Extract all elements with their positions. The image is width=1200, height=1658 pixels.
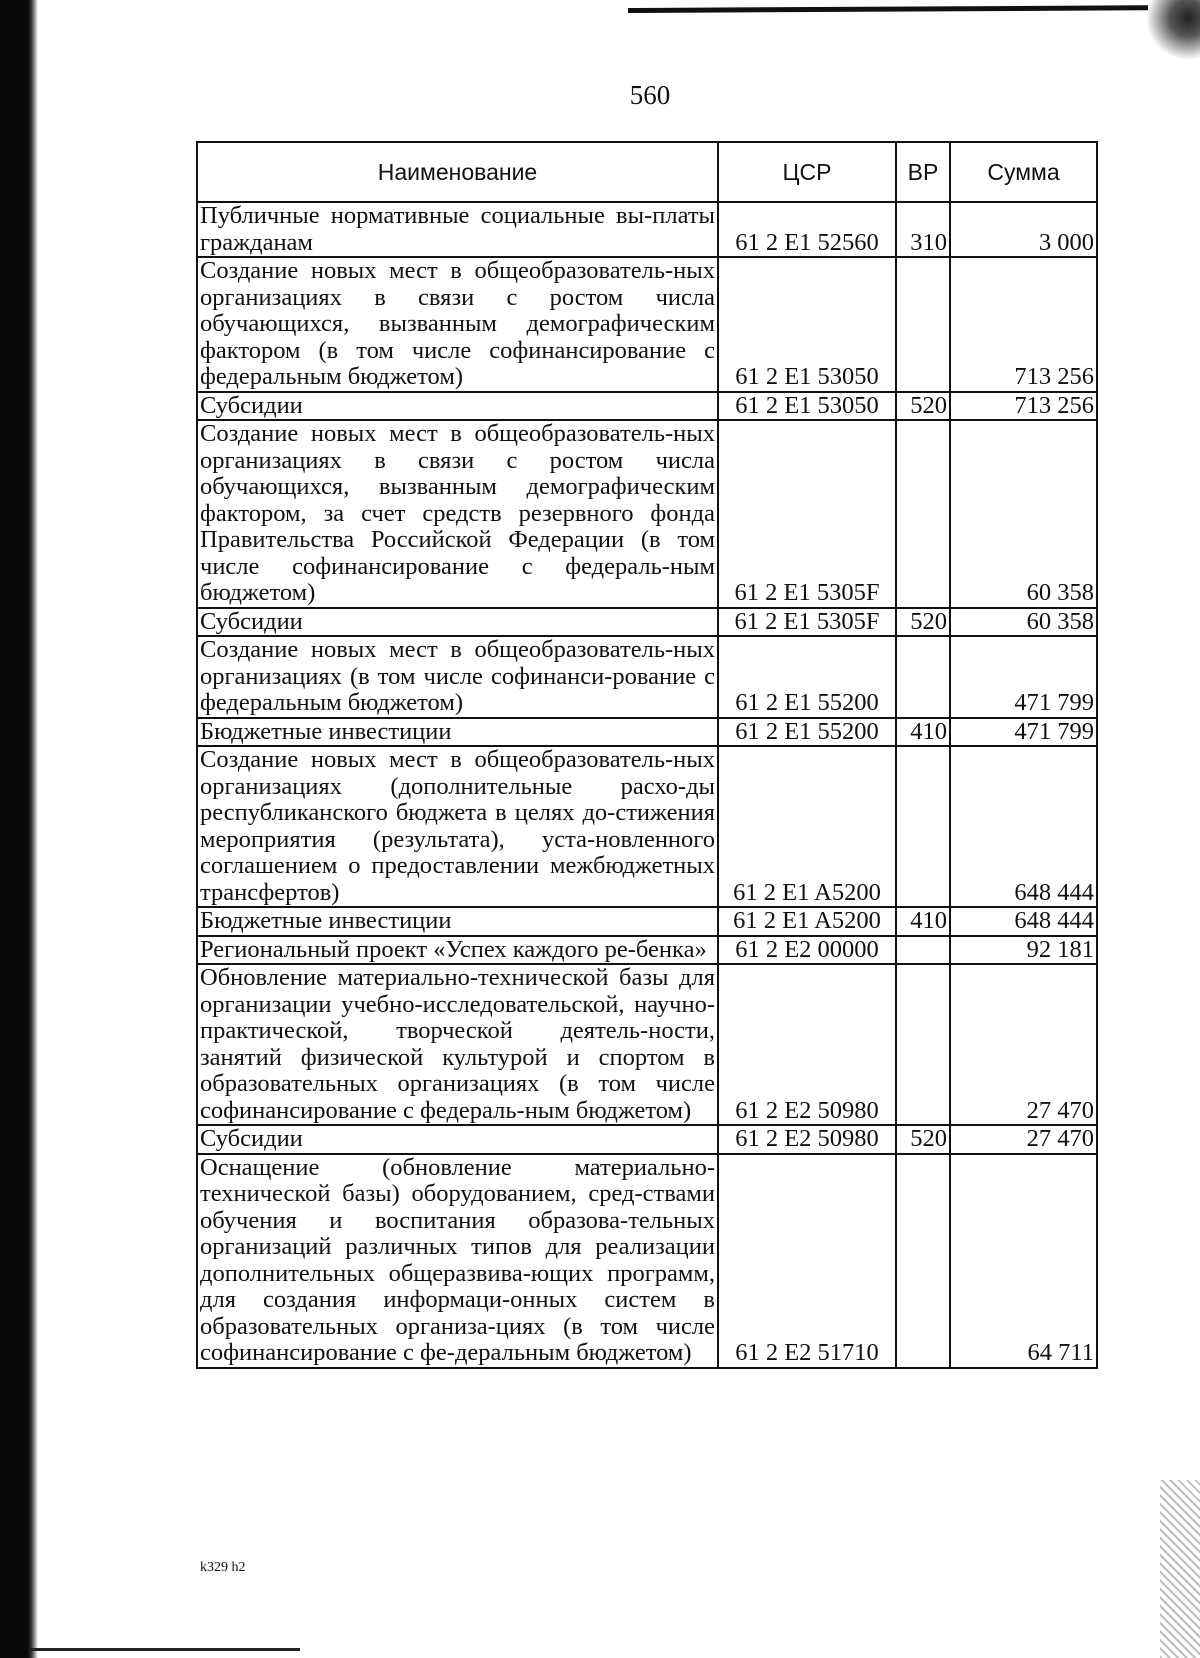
table-row: [197, 936, 1097, 965]
cell-name: Создание новых мест в общеобразователь-ных организациях в связи с ростом числа обучающихся, вызванным демографическим фактором, за счет средств резервного фонда Правительства Российской Федерации (в том числе софинансирование с федераль-ным бюджетом): [197, 420, 718, 608]
cell-name: Создание новых мест в общеобразователь-ных организациях (в том числе софинанси-рование с федеральным бюджетом): [197, 636, 718, 718]
scan-speckle: [1160, 1480, 1200, 1658]
cell-sum: 648 444: [950, 746, 1097, 907]
cell-sum: 648 444: [950, 907, 1097, 936]
cell-vr: 520: [896, 608, 950, 637]
scan-left-edge: [0, 0, 38, 1658]
cell-vr: 310: [896, 202, 950, 257]
cell-name: Обновление материально-технической базы для организации учебно-исследовательской, научно-практической, творческой деятель-ности, занятий физической культурой и спортом в образовательных организациях (в том числе софинансирование с федераль-ным бюджетом): [197, 964, 718, 1125]
cell-csr: 61 2 E1 53050: [718, 392, 896, 421]
cell-name: Субсидии: [197, 392, 718, 421]
cell-csr: 61 2 E2 50980: [718, 964, 896, 1125]
header-vr: ВР: [896, 142, 950, 202]
scan-top-line: [628, 5, 1148, 13]
header-name: Наименование: [197, 142, 718, 202]
cell-vr: 520: [896, 1125, 950, 1154]
cell-csr: 61 2 E2 00000: [718, 936, 896, 965]
cell-csr: 61 2 E1 A5200: [718, 907, 896, 936]
table-row: [197, 1154, 1097, 1368]
cell-vr: [896, 636, 950, 718]
cell-csr: 61 2 E1 5305F: [718, 608, 896, 637]
cell-sum: 60 358: [950, 608, 1097, 637]
table-row: [197, 718, 1097, 747]
cell-sum: 92 181: [950, 936, 1097, 965]
cell-sum: 60 358: [950, 420, 1097, 608]
table-row: [197, 392, 1097, 421]
cell-vr: [896, 1154, 950, 1368]
cell-name: Бюджетные инвестиции: [197, 718, 718, 747]
page-number: 560: [629, 80, 671, 110]
table-row: [197, 257, 1097, 392]
cell-vr: 410: [896, 718, 950, 747]
cell-name: Создание новых мест в общеобразователь-ных организациях в связи с ростом числа обучающихся, вызванным демографическим фактором (в том числе софинансирование с федеральным бюджетом): [197, 257, 718, 392]
cell-vr: 520: [896, 392, 950, 421]
cell-name: Субсидии: [197, 1125, 718, 1154]
table-header-row: [197, 142, 1097, 202]
table-row: [197, 1125, 1097, 1154]
table-row: [197, 907, 1097, 936]
cell-vr: [896, 420, 950, 608]
cell-vr: [896, 936, 950, 965]
cell-csr: 61 2 E1 53050: [718, 257, 896, 392]
cell-sum: 471 799: [950, 718, 1097, 747]
cell-sum: 3 000: [950, 202, 1097, 257]
cell-name: Субсидии: [197, 608, 718, 637]
cell-sum: 471 799: [950, 636, 1097, 718]
cell-name: Создание новых мест в общеобразователь-ных организациях (дополнительные расхо-ды республиканского бюджета в целях до-стижения мероприятия (результата), уста-новленного соглашением о предоставлении межбюджетных трансфертов): [197, 746, 718, 907]
cell-name: Оснащение (обновление материально-технической базы) оборудованием, сред-ствами обучения и воспитания образова-тельных организаций различных типов для реализации дополнительных общеразвива-ющих программ, для создания информаци-онных систем в образовательных организа-циях (в том числе софинансирование с фе-деральным бюджетом): [197, 1154, 718, 1368]
header-csr: ЦСР: [718, 142, 896, 202]
cell-vr: [896, 746, 950, 907]
cell-vr: 410: [896, 907, 950, 936]
cell-csr: 61 2 E1 52560: [718, 202, 896, 257]
cell-sum: 27 470: [950, 964, 1097, 1125]
header-sum: Сумма: [950, 142, 1097, 202]
table-body: [197, 202, 1097, 1368]
table-row: [197, 636, 1097, 718]
cell-sum: 27 470: [950, 1125, 1097, 1154]
budget-table: [196, 141, 1098, 1369]
cell-name: Бюджетные инвестиции: [197, 907, 718, 936]
table-row: [197, 964, 1097, 1125]
cell-sum: 713 256: [950, 392, 1097, 421]
table-row: [197, 746, 1097, 907]
footer-code: k329 h2: [200, 1560, 246, 1575]
cell-name: Публичные нормативные социальные вы-платы гражданам: [197, 202, 718, 257]
cell-csr: 61 2 E1 55200: [718, 636, 896, 718]
cell-vr: [896, 964, 950, 1125]
scan-corner-mark: [1140, 0, 1200, 60]
table-row: [197, 202, 1097, 257]
cell-sum: 64 711: [950, 1154, 1097, 1368]
table-row: [197, 608, 1097, 637]
cell-vr: [896, 257, 950, 392]
cell-sum: 713 256: [950, 257, 1097, 392]
cell-csr: 61 2 E1 55200: [718, 718, 896, 747]
cell-csr: 61 2 E1 5305F: [718, 420, 896, 608]
cell-csr: 61 2 E2 50980: [718, 1125, 896, 1154]
cell-csr: 61 2 E1 A5200: [718, 746, 896, 907]
table-row: [197, 420, 1097, 608]
cell-csr: 61 2 E2 51710: [718, 1154, 896, 1368]
scan-bottom-line: [30, 1648, 300, 1651]
cell-name: Региональный проект «Успех каждого ре-бенка»: [197, 936, 718, 965]
